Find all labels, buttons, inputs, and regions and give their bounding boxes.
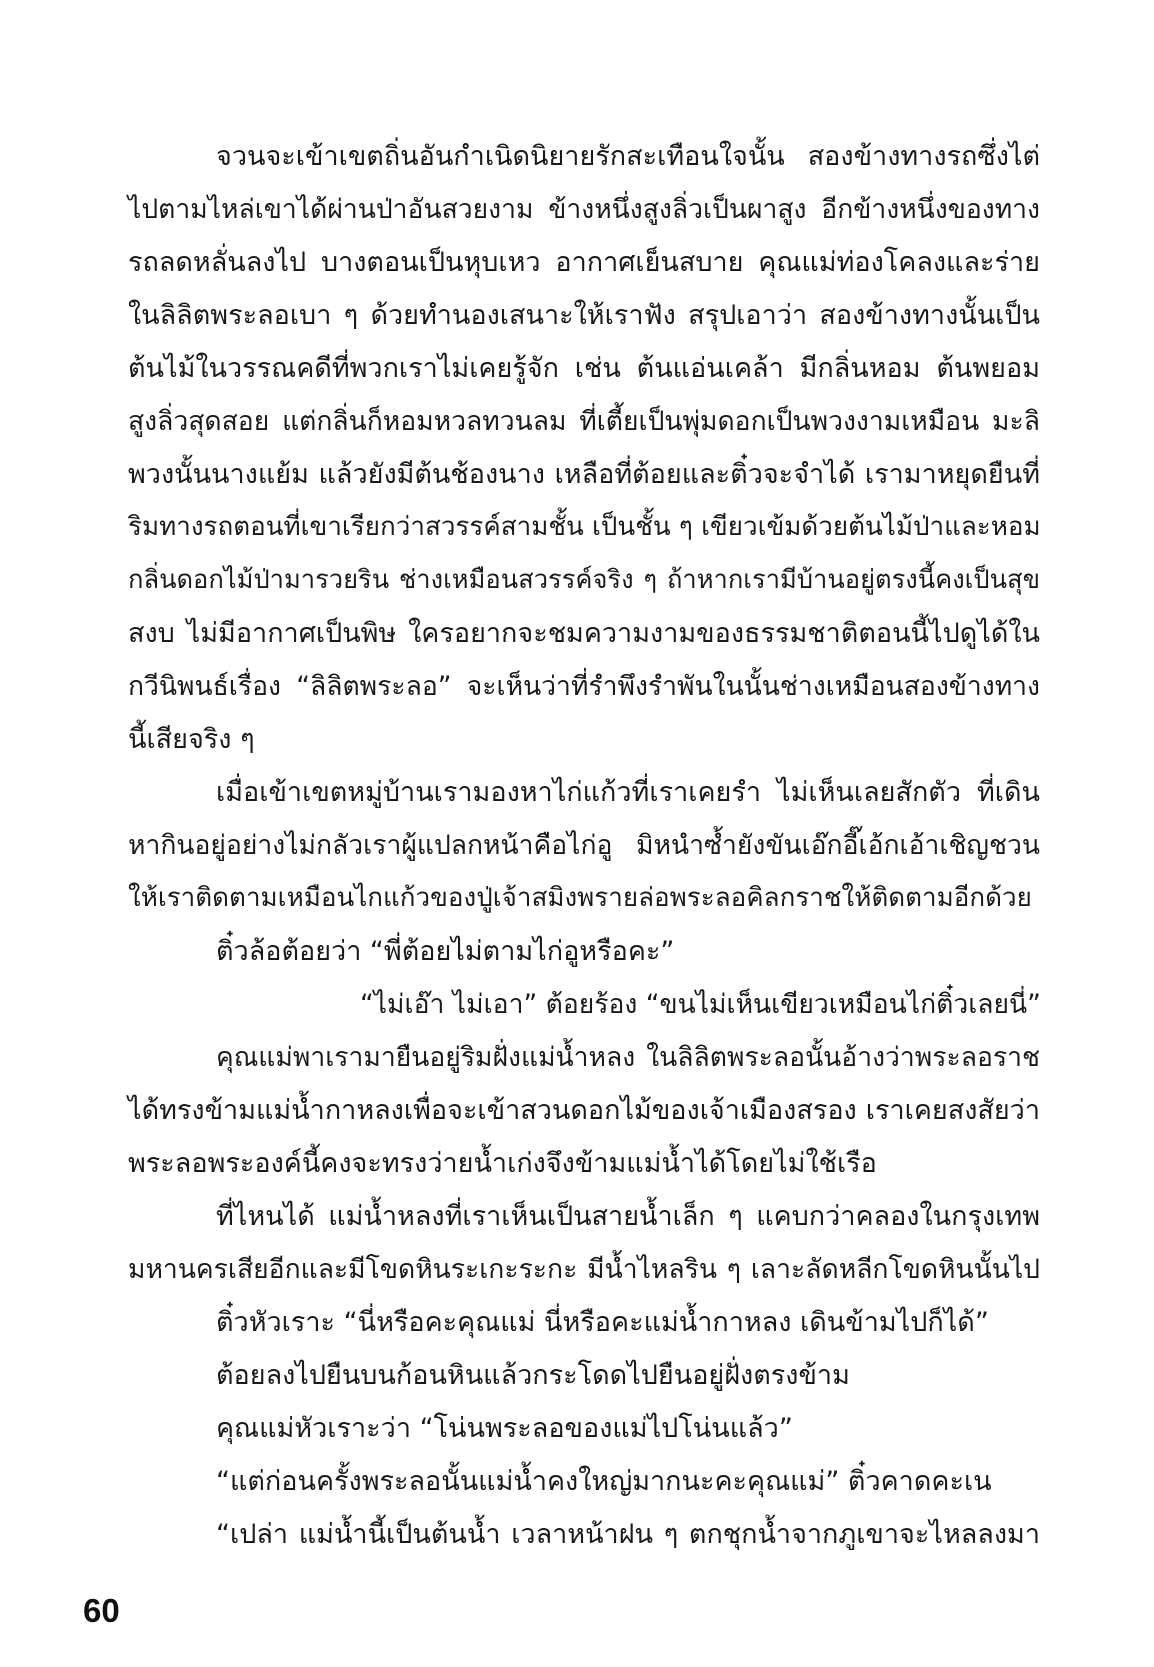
text-line: ติ๋วหัวเราะ “นี่หรือคะคุณแม่ นี่หรือคะแม่น้ำกาหลง เดินข้ามไปก็ได้”: [216, 1307, 989, 1338]
text-line: เมื่อเข้าเขตหมู่บ้านเรามองหาไก่แก้วที่เราเคยรำ ไม่เห็นเลยสักตัว ที่เดิน: [216, 777, 1040, 808]
text-line: คุณแม่หัวเราะว่า “โน่นพระลอของแม่ไปโน่นแล้ว”: [216, 1413, 793, 1444]
text-line: ได้ทรงข้ามแม่น้ำกาหลงเพื่อจะเข้าสวนดอกไม้ของเจ้าเมืองสรอง เราเคยสงสัยว่า: [128, 1095, 1040, 1126]
text-line: ที่ไหนได้ แม่น้ำหลงที่เราเห็นเป็นสายน้ำเล็ก ๆ แคบกว่าคลองในกรุงเทพ: [216, 1201, 1040, 1232]
text-line: จวนจะเข้าเขตถิ่นอันกำเนิดนิยายรักสะเทือนใจนั้น สองข้างทางรถซึ่งไต่: [216, 141, 1040, 172]
text-line: ในลิลิตพระลอเบา ๆ ด้วยทำนองเสนาะให้เราฟัง สรุปเอาว่า สองข้างทางนั้นเป็น: [128, 300, 1040, 331]
text-line: รถลดหลั่นลงไป บางตอนเป็นหุบเหว อากาศเย็นสบาย คุณแม่ท่องโคลงและร่าย: [128, 247, 1040, 278]
text-line: หากินอยู่อย่างไม่กลัวเราผู้แปลกหน้าคือไก่อู มิหนำซ้ำยังขันเอ๊กอี๊เอ้กเอ้าเชิญชวน: [128, 830, 1040, 861]
text-line: มหานครเสียอีกและมีโขดหินระเกะระกะ มีน้ำไหลริน ๆ เลาะลัดหลีกโขดหินนั้นไป: [128, 1254, 1040, 1285]
text-line: ต้นไม้ในวรรณคดีที่พวกเราไม่เคยรู้จัก เช่น ต้นแอ่นเคล้า มีกลิ่นหอม ต้นพยอม: [128, 353, 1040, 384]
text-line: คุณแม่พาเรามายืนอยู่ริมฝั่งแม่น้ำหลง ในลิลิตพระลอนั้นอ้างว่าพระลอราช: [216, 1042, 1040, 1073]
body-text: [128, 130, 1040, 1561]
text-line: นี้เสียจริง ๆ: [128, 724, 255, 755]
text-line: ริมทางรถตอนที่เขาเรียกว่าสวรรค์สามชั้น เป็นชั้น ๆ เขียวเข้มด้วยต้นไม้ป่าและหอม: [128, 512, 1041, 542]
text-line: สงบ ไม่มีอากาศเป็นพิษ ใครอยากจะชมความงามของธรรมชาติตอนนี้ไปดูได้ใน: [128, 618, 1040, 649]
text-line: ไปตามไหล่เขาได้ผ่านป่าอันสวยงาม ข้างหนึ่งสูงลิ่วเป็นผาสูง อีกข้างหนึ่งของทาง: [128, 194, 1040, 225]
text-line: กวีนิพนธ์เรื่อง “ลิลิตพระลอ” จะเห็นว่าที่รำพึงรำพันในนั้นช่างเหมือนสองข้างทาง: [128, 671, 1040, 702]
text-line: กลิ่นดอกไม้ป่ามารวยริน ช่างเหมือนสวรรค์จริง ๆ ถ้าหากเรามีบ้านอยู่ตรงนี้คงเป็นสุข: [128, 565, 1040, 595]
text-line: พวงนั้นนางแย้ม แล้วยังมีต้นช้องนาง เหลือที่ต้อยและติ๋วจะจำได้ เรามาหยุดยืนที่: [128, 459, 1040, 490]
text-line: ต้อยลงไปยืนบนก้อนหินแล้วกระโดดไปยืนอยู่ฝั่งตรงข้าม: [216, 1360, 850, 1391]
text-line: ติ๋วล้อต้อยว่า “พี่ต้อยไม่ตามไก่อูหรือคะ”: [216, 936, 675, 967]
text-line: ให้เราติดตามเหมือนไกแก้วของปู่เจ้าสมิงพรายล่อพระลอคิลกราชให้ติดตามอีกด้วย: [128, 883, 1032, 913]
text-line: “ไม่เอ๊า ไม่เอา” ต้อยร้อง “ขนไม่เห็นเขียวเหมือนไก่ติ๋วเลยนี่”: [360, 989, 1041, 1020]
page-number: 60: [83, 1592, 120, 1629]
text-line: “เปล่า แม่น้ำนี้เป็นต้นน้ำ เวลาหน้าฝน ๆ ตกชุกน้ำจากภูเขาจะไหลลงมา: [216, 1519, 1040, 1550]
text-line: พระลอพระองค์นี้คงจะทรงว่ายน้ำเก่งจึงข้ามแม่น้ำได้โดยไม่ใช้เรือ: [128, 1148, 877, 1179]
text-line: “แต่ก่อนครั้งพระลอนั้นแม่น้ำคงใหญ่มากนะคะคุณแม่” ติ๋วคาดคะเน: [216, 1466, 992, 1497]
text-line: สูงลิ่วสุดสอย แต่กลิ่นก็หอมหวลทวนลม ที่เตี้ยเป็นพุ่มดอกเป็นพวงงามเหมือน มะลิ: [128, 406, 1040, 437]
